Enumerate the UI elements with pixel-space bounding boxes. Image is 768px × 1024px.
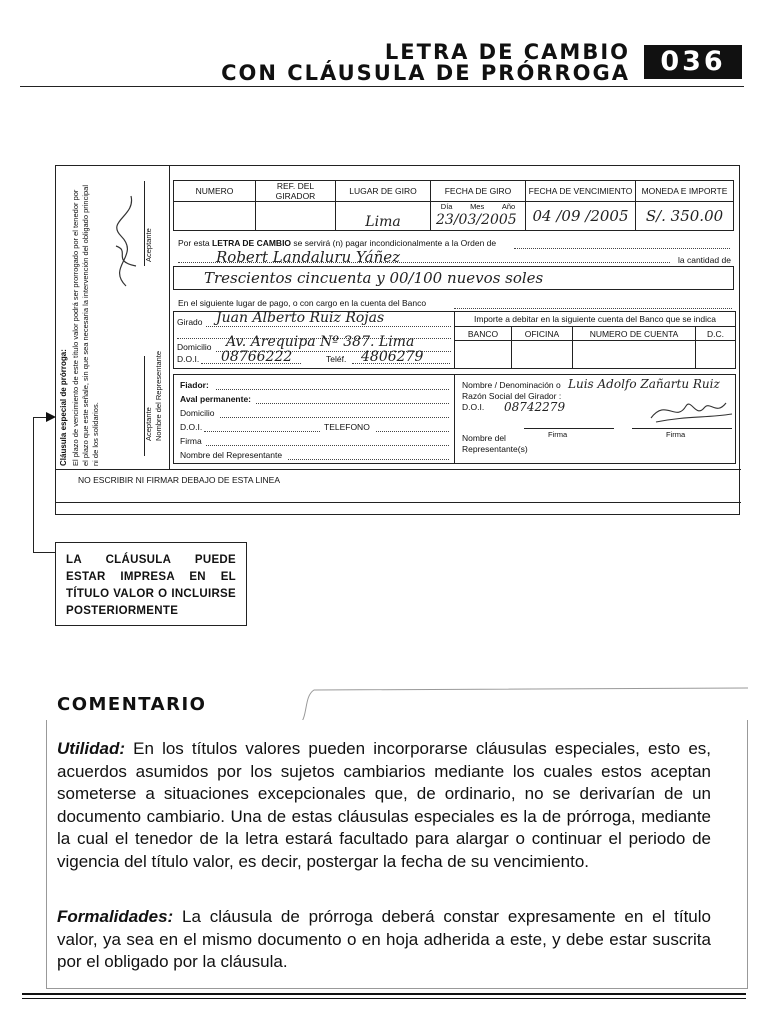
no-escribir-text: NO ESCRIBIR NI FIRMAR DEBAJO DE ESTA LINEA (78, 475, 280, 485)
anio-label: Año (501, 202, 516, 211)
arrow-right-icon (46, 412, 56, 422)
fecha-giro-value: 23/03/2005 (436, 212, 517, 228)
aceptante-label-bottom: Aceptante (144, 407, 153, 441)
nombre-del-label: Nombre del (462, 433, 506, 443)
bank-banco-cell (454, 340, 512, 369)
utilidad-paragraph (57, 738, 711, 873)
vencimiento-value: 04 /09 /2005 (525, 201, 636, 231)
date-labels (432, 202, 524, 211)
formalidades-text: La cláusula de prórroga deberá constar expresamente en el título valor, ya sea en el mismo documento o en hoja adherida a este, y debe estar suscrita por el obligado por la cláusula. (57, 907, 711, 971)
title-line-2: CON CLÁUSULA DE PRÓRROGA (221, 61, 630, 85)
clausula-title: Cláusula especial de prórroga: (59, 349, 68, 466)
aval-label: Aval permanente: (180, 394, 252, 404)
utilidad-label: Utilidad: (57, 739, 125, 758)
orden-value: Robert Landaluru Yáñez (216, 248, 401, 266)
dia-label: Día (440, 202, 453, 211)
girado-value: Juan Alberto Ruiz Rojas (216, 310, 385, 326)
ref-value-cell (255, 201, 336, 231)
bank-col-oficina: OFICINA (511, 326, 573, 341)
importe-debitar-label: Importe a debitar en la siguiente cuenta del Banco que se indica (454, 311, 736, 327)
domicilio-label: Domicilio (177, 342, 212, 352)
telef-label: Teléf. (326, 354, 347, 364)
aceptante-label-top: Aceptante (144, 228, 153, 262)
bank-dc-cell (695, 340, 736, 369)
doi-label: D.O.I. (177, 354, 200, 364)
por-esta-suffix: se servirá (n) pagar incondicionalmente a la Orden de (293, 238, 497, 248)
bank-col-dc: D.C. (695, 326, 736, 341)
girador-razon-label: Razón Social del Girador : (462, 391, 562, 401)
fiador-label: Fiador: (180, 380, 209, 390)
fiador-doi-label: D.O.I. (180, 422, 203, 432)
numero-value-cell (173, 201, 256, 231)
footer-rule-1 (22, 993, 746, 995)
cantidad-label: la cantidad de (678, 255, 731, 265)
formalidades-label: Formalidades: (57, 907, 174, 926)
bank-col-banco: BANCO (454, 326, 512, 341)
lugar-pago-text: En el siguiente lugar de pago, o con cargo en la cuenta del Banco (178, 298, 427, 308)
col-numero: NUMERO (173, 180, 256, 202)
page-number-badge: 036 (644, 45, 742, 79)
nombre-representante-label: Nombre del Representante (154, 350, 163, 441)
por-esta-line (178, 238, 496, 248)
bank-col-cuenta: NUMERO DE CUENTA (572, 326, 696, 341)
girador-nombre-value: Luis Adolfo Zañartu Ruiz (568, 377, 720, 391)
lugar-giro-value: Lima (335, 201, 431, 231)
col-lugar-giro: LUGAR DE GIRO (335, 180, 431, 202)
firma-label-2: Firma (666, 430, 686, 439)
cantidad-value: Trescientos cincuenta y 00/100 nuevos soles (173, 266, 734, 290)
telef-value: 4806279 (361, 349, 424, 365)
por-esta-bold: LETRA DE CAMBIO (212, 238, 292, 248)
col-moneda-importe: MONEDA E IMPORTE (635, 180, 734, 202)
fiador-telefono-label: TELEFONO (324, 422, 370, 432)
comentario-heading: COMENTARIO (57, 694, 207, 715)
mes-label: Mes (470, 202, 485, 211)
doi-value: 08766222 (221, 349, 293, 365)
bank-oficina-cell (511, 340, 573, 369)
bill-of-exchange-form (55, 165, 740, 515)
fiador-representante-label: Nombre del Representante (180, 450, 283, 460)
bank-cuenta-cell (572, 340, 696, 369)
col-vencimiento: FECHA DE VENCIMIENTO (525, 180, 636, 202)
por-esta-prefix: Por esta (178, 238, 210, 248)
footer-rule-2 (22, 998, 746, 999)
header-rule (20, 86, 744, 87)
girador-doi-value: 08742279 (504, 400, 566, 414)
domicilio-value: Av. Arequipa Nº 387. Lima (226, 334, 415, 350)
girador-doi-label: D.O.I. (462, 402, 485, 412)
col-ref-girador: REF. DEL GIRADOR (255, 180, 336, 202)
representantes-label: Representante(s) (462, 444, 528, 454)
col-fecha-giro: FECHA DE GIRO (430, 180, 526, 202)
title-line-1: LETRA DE CAMBIO (384, 40, 630, 64)
clausula-text-1: El plazo de vencimiento de este título valor podrá ser prorrogado por el tenedor por (71, 189, 80, 466)
clausula-text-3: ni de los solidarios. (91, 402, 100, 466)
girado-label: Girado (177, 317, 203, 327)
formalidades-paragraph (57, 906, 711, 974)
importe-value: S/. 350.00 (635, 201, 734, 231)
clausula-text-2: el plazo que este señale, sin que sea necesaria la intervención del obligado principal (81, 184, 90, 466)
firma-label-1: Firma (548, 430, 568, 439)
fiador-firma-label: Firma (180, 436, 202, 446)
girador-signature-icon (646, 388, 736, 428)
fiador-domicilio-label: Domicilio (180, 408, 215, 418)
girador-nombre-label: Nombre / Denominación o (462, 380, 561, 390)
callout-note: LA CLÁUSULA PUEDE ESTAR IMPRESA EN EL TÍTULO VALOR O INCLUIRSE POSTERIORMENTE (55, 542, 247, 626)
utilidad-text: En los títulos valores pueden incorporarse cláusulas especiales, esto es, acuerdos asumidos por los sujetos cambiarios mediante los cuales estos aceptan someterse a situaciones excepcionales que, de ordinario, no se derivarían de un documento cambiario. Una de estas cláusulas especiales es la de prórroga, mediante la cual el tenedor de la letra estará facultado para alargar o continuar el periodo de vigencia del título valor, es decir, postergar la fecha de su vencimiento. (57, 739, 711, 871)
